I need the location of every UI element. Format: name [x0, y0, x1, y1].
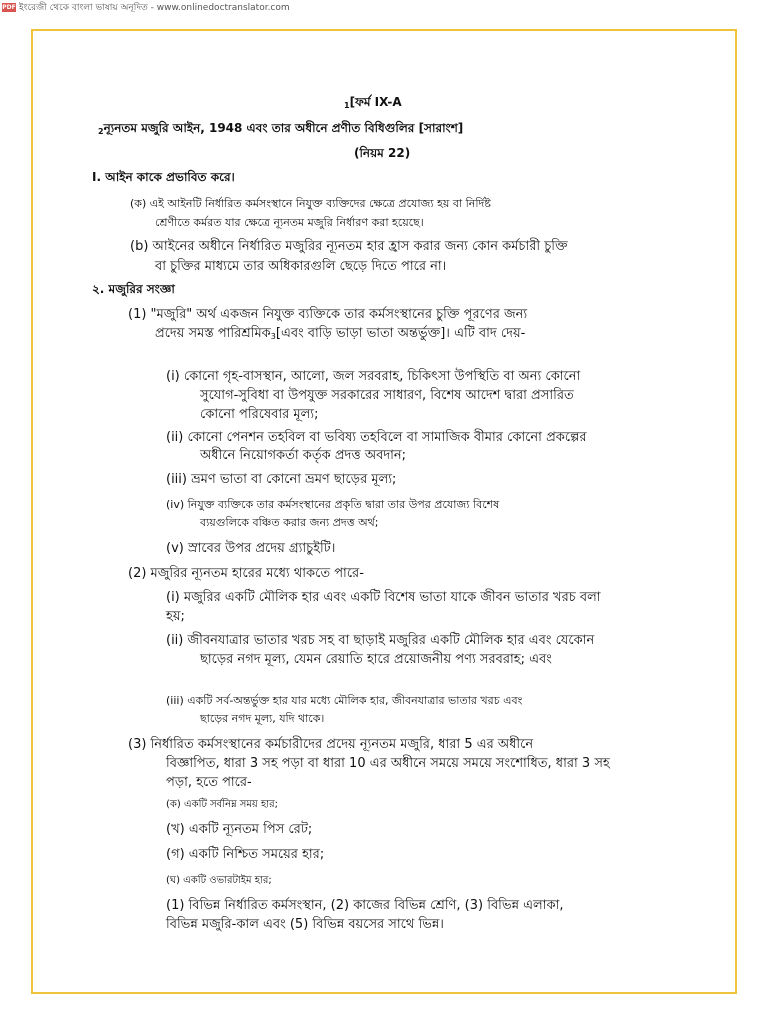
rate-option-i-line2: হয়; [166, 609, 185, 624]
rate-option-iii-line1: (iii) একটি সর্ব-অন্তর্ভুক্ত হার যার মধ্যে মৌলিক হার, জীবনযাত্রার ভাতার খরচ এবং [166, 694, 523, 707]
section-1-clause-a-line2: শ্রেণীতে কর্মরত যার ক্ষেত্রে ন্যূনতম মজুরি নির্ধারণ করা হয়েছে। [155, 216, 424, 229]
wage-form-gha: (ঘ) একটি ওভারটাইম হার; [166, 875, 272, 886]
rate-option-i-line1: (i) মজুরির একটি মৌলিক হার এবং একটি বিশেষ ভাতা যাকে জীবন ভাতার খরচ বলা [166, 590, 601, 605]
minimum-rate-intro: (2) মজুরির ন্যূনতম হারের মধ্যে থাকতে পারে- [128, 566, 364, 581]
section-1-clause-b-line1: (b) আইনের অধীনে নির্ধারিত মজুরির ন্যূনতম হার হ্রাস করার জন্য কোন কর্মচারী চুক্তি [130, 239, 568, 254]
variation-line2: বিভিন্ন মজুরি-কাল এবং (5) বিভিন্ন বয়সের সাথে ভিন্ন। [166, 917, 444, 932]
rule-number: (নিয়ম 22) [354, 146, 411, 160]
section-1-clause-a-line1: (ক) এই আইনটি নির্ধারিত কর্মসংস্থানে নিযুক্ত ব্যক্তিদের ক্ষেত্রে প্রযোজ্য হয় বা নির্দিষ্ট [130, 197, 491, 210]
watermark-text: ইংরেজী থেকে বাংলা ভাষায় অনূদিত - www.onlinedoctranslator.com [19, 3, 290, 13]
rate-option-ii-line2: ছাড়ের নগদ মূল্য, যেমন রেয়াতি হারে প্রয়োজনীয় পণ্য সরবরাহ; এবং [200, 652, 552, 667]
wage-form-ka: (ক) একটি সর্বনিম্ন সময় হার; [166, 799, 279, 810]
exclusion-i-line1: (i) কোনো গৃহ-বাসস্থান, আলো, জল সরবরাহ, চিকিৎসা উপস্থিতি বা অন্য কোনো [166, 369, 581, 384]
exclusion-ii-line1: (ii) কোনো পেনশন তহবিল বা ভবিষ্য তহবিলে বা সামাজিক বীমার কোনো প্রকল্পের [166, 430, 587, 445]
wage-form-kha: (খ) একটি ন্যূনতম পিস রেট; [166, 822, 313, 837]
exclusion-iv-line1: (iv) নিযুক্ত ব্যক্তিকে তার কর্মসংস্থানের প্রকৃতি দ্বারা তার উপর প্রযোজ্য বিশেষ [166, 498, 500, 511]
form-title: 1[ফর্ম IX-A [344, 95, 402, 110]
wage-definition-line1: (1) "মজুরি" অর্থ একজন নিযুক্ত ব্যক্তিকে তার কর্মসংস্থানের চুক্তি পূরণের জন্য [128, 307, 528, 322]
minimum-wage-forms-line3: পড়া, হতে পারে- [166, 775, 252, 790]
wage-form-ga: (গ) একটি নিশ্চিত সময়ের হার; [166, 847, 325, 862]
rate-option-iii-line2: ছাড়ের নগদ মূল্য, যদি থাকে। [200, 712, 325, 725]
exclusion-i-line3: কোনো পরিষেবার মূল্য; [200, 407, 319, 422]
pdf-logo-icon: PDF [2, 4, 16, 11]
section-1-clause-b-line2: বা চুক্তির মাধ্যমে তার অধিকারগুলি ছেড়ে দিতে পারে না। [155, 259, 447, 274]
exclusion-ii-line2: অধীনে নিয়োগকর্তা কর্তৃক প্রদত্ত অবদান; [200, 448, 407, 463]
section-2-heading: ২. মজুরির সংজ্ঞা [92, 282, 175, 296]
minimum-wage-forms-line2: বিজ্ঞাপিত, ধারা 3 সহ পড়া বা ধারা 10 এর অধীনে সময়ে সময়ে সংশোধিত, ধারা 3 সহ [166, 756, 610, 771]
variation-line1: (1) বিভিন্ন নির্ধারিত কর্মসংস্থান, (2) কাজের বিভিন্ন শ্রেণি, (3) বিভিন্ন এলাকা, [166, 898, 564, 913]
section-1-heading: I. আইন কাকে প্রভাবিত করে। [92, 170, 235, 184]
exclusion-i-line2: সুযোগ-সুবিধা বা উপযুক্ত সরকারের সাধারণ, বিশেষ আদেশ দ্বারা প্রসারিত [200, 388, 574, 403]
wage-definition-line2: প্রদেয় সমস্ত পারিশ্রমিক3[এবং বাড়ি ভাড়া ভাতা অন্তর্ভুক্ত]। এটি বাদ দেয়- [155, 326, 526, 341]
exclusion-iii: (iii) ভ্রমণ ভাতা বা কোনো ভ্রমণ ছাড়ের মূল্য; [166, 472, 397, 487]
translator-watermark [2, 0, 290, 15]
exclusion-iv-line2: ব্যয়গুলিকে বঞ্চিত করার জন্য প্রদত্ত অর্থ; [200, 516, 379, 529]
document-title: 2ন্যূনতম মজুরি আইন, 1948 এবং তার অধীনে প্রণীত বিধিগুলির [সারাংশ] [98, 121, 464, 136]
minimum-wage-forms-line1: (3) নির্ধারিত কর্মসংস্থানের কর্মচারীদের প্রদেয় ন্যূনতম মজুরি, ধারা 5 এর অধীনে [128, 737, 534, 752]
rate-option-ii-line1: (ii) জীবনযাত্রার ভাতার খরচ সহ বা ছাড়াই মজুরির একটি মৌলিক হার এবং যেকোন [166, 633, 595, 648]
exclusion-v: (v) স্রাবের উপর প্রদেয় গ্র্যাচুইটি। [166, 541, 336, 556]
